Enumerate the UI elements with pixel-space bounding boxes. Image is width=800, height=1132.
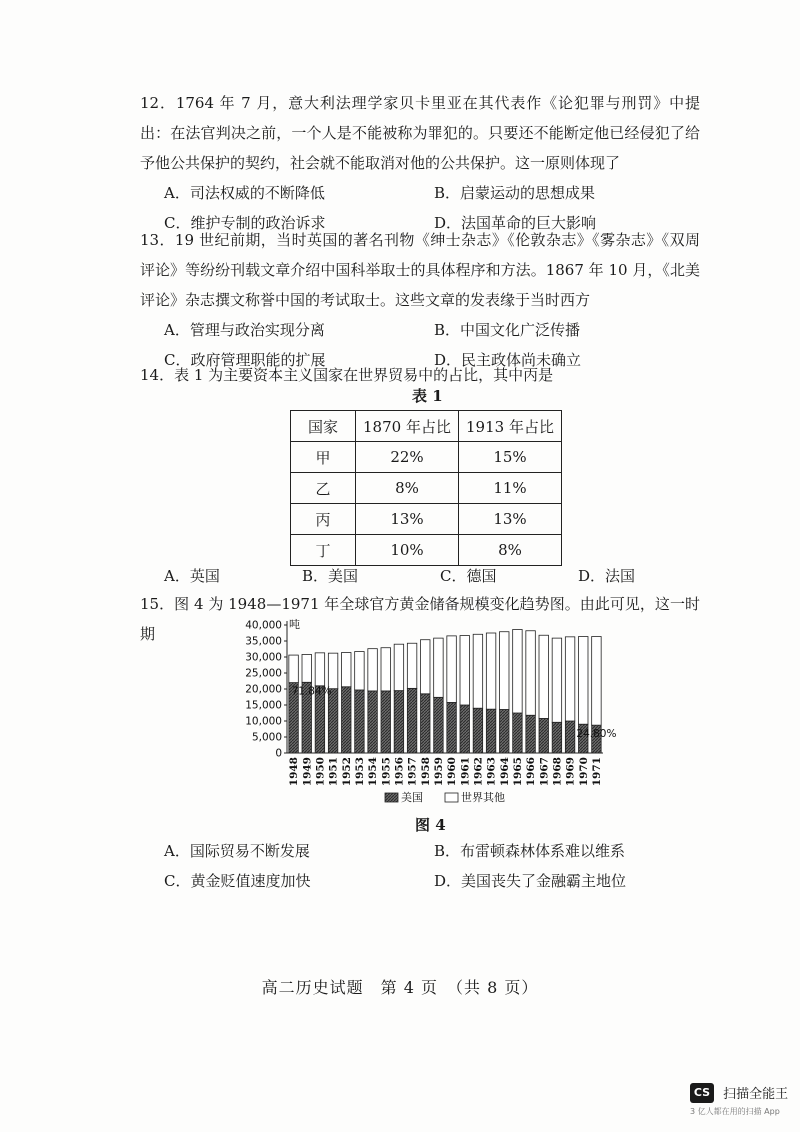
x-tick-label: 1966 bbox=[525, 757, 538, 787]
table-header: 1913 年占比 bbox=[459, 411, 562, 442]
option-c[interactable]: C．政府管理职能的扩展 bbox=[164, 351, 326, 369]
x-tick-label: 1952 bbox=[340, 757, 353, 787]
bar-us bbox=[394, 691, 403, 753]
legend-swatch bbox=[385, 793, 398, 802]
bar-us bbox=[355, 690, 364, 753]
legend-swatch bbox=[445, 793, 458, 802]
bar-rest-of-world bbox=[565, 637, 574, 721]
option-d[interactable]: D．法国革命的巨大影响 bbox=[434, 214, 597, 232]
x-tick-label: 1964 bbox=[498, 757, 511, 787]
table-row bbox=[291, 442, 562, 473]
page-footer: 高二历史试题 第 4 页 （共 8 页） bbox=[261, 978, 539, 997]
bar-rest-of-world bbox=[315, 653, 324, 686]
option-c[interactable]: C．黄金贬值速度加快 bbox=[164, 872, 311, 890]
option-b[interactable]: B．启蒙运动的思想成果 bbox=[434, 184, 596, 202]
y-axis-unit: 吨 bbox=[289, 618, 300, 631]
bar-us bbox=[513, 713, 522, 753]
bar-us bbox=[368, 691, 377, 753]
bar-us bbox=[342, 687, 351, 753]
bar-us bbox=[526, 715, 535, 753]
bar-rest-of-world bbox=[421, 640, 430, 694]
table-header-row bbox=[291, 411, 562, 442]
x-tick-label: 1957 bbox=[406, 757, 419, 787]
y-tick-label: 10,000 bbox=[245, 715, 282, 728]
bar-rest-of-world bbox=[539, 635, 548, 718]
bar-rest-of-world bbox=[592, 637, 601, 726]
option-b[interactable]: B．美国 bbox=[302, 567, 359, 585]
bar-us bbox=[552, 722, 561, 753]
table-header: 国家 bbox=[291, 411, 356, 442]
bar-us bbox=[486, 709, 495, 753]
bar-rest-of-world bbox=[407, 643, 416, 688]
legend-label: 美国 bbox=[401, 791, 423, 804]
table-row bbox=[291, 473, 562, 504]
y-tick-label: 40,000 bbox=[245, 619, 282, 632]
figure-caption: 图 4 bbox=[415, 816, 446, 834]
y-tick-label: 30,000 bbox=[245, 651, 282, 664]
x-tick-label: 1968 bbox=[551, 757, 564, 787]
x-tick-label: 1962 bbox=[472, 757, 485, 787]
bar-us bbox=[381, 691, 390, 753]
table-cell: 丙 bbox=[291, 504, 356, 535]
table-cell: 13% bbox=[356, 504, 459, 535]
x-tick-label: 1970 bbox=[577, 757, 590, 787]
bar-rest-of-world bbox=[381, 648, 390, 691]
bar-rest-of-world bbox=[460, 636, 469, 705]
bar-us bbox=[421, 694, 430, 753]
question-stem: 13．19 世纪前期，当时英国的著名刊物《绅士杂志》《伦敦杂志》《雾杂志》《双周评论》等纷纷刊载文章介绍中国科举取士的具体程序和方法。1867 年 10 月，《北美评论》杂志撰文称誉中国的考试取士。这些文章的发表缘于当时西方 bbox=[140, 231, 700, 309]
table-row bbox=[291, 504, 562, 535]
table-cell: 丁 bbox=[291, 535, 356, 566]
bar-us bbox=[539, 718, 548, 753]
table-cell: 乙 bbox=[291, 473, 356, 504]
x-tick-label: 1949 bbox=[301, 757, 314, 787]
brand-name: 扫描全能王 bbox=[723, 1087, 789, 1102]
data-label: 71.84% bbox=[291, 685, 332, 698]
bar-rest-of-world bbox=[328, 653, 337, 689]
bar-rest-of-world bbox=[526, 631, 535, 715]
option-d[interactable]: D．民主政体尚未确立 bbox=[434, 351, 582, 369]
x-tick-label: 1950 bbox=[314, 757, 327, 787]
bar-rest-of-world bbox=[579, 637, 588, 725]
bar-rest-of-world bbox=[289, 655, 298, 683]
option-d[interactable]: D．法国 bbox=[578, 567, 636, 585]
bar-us bbox=[565, 721, 574, 753]
legend-label: 世界其他 bbox=[461, 791, 505, 804]
x-tick-label: 1971 bbox=[590, 757, 603, 787]
options bbox=[164, 561, 700, 591]
option-c[interactable]: C．德国 bbox=[440, 567, 497, 585]
bar-rest-of-world bbox=[434, 638, 443, 697]
bar-rest-of-world bbox=[342, 653, 351, 687]
question-15-options bbox=[140, 836, 700, 896]
bar-rest-of-world bbox=[486, 633, 495, 709]
x-tick-label: 1955 bbox=[380, 757, 393, 787]
table-cell: 13% bbox=[459, 504, 562, 535]
option-a[interactable]: A．管理与政治实现分离 bbox=[164, 321, 325, 339]
x-tick-label: 1956 bbox=[393, 757, 406, 787]
option-a[interactable]: A．司法权威的不断降低 bbox=[164, 184, 325, 202]
y-tick-label: 15,000 bbox=[245, 699, 282, 712]
bar-rest-of-world bbox=[500, 632, 509, 710]
y-tick-label: 5,000 bbox=[251, 731, 282, 744]
y-tick-label: 25,000 bbox=[245, 667, 282, 680]
bar-us bbox=[328, 689, 337, 753]
table-cell: 8% bbox=[459, 535, 562, 566]
bar-us bbox=[500, 709, 509, 753]
bar-us bbox=[447, 702, 456, 753]
table-cell: 22% bbox=[356, 442, 459, 473]
question-stem: 12．1764 年 7 月，意大利法理学家贝卡里亚在其代表作《论犯罪与刑罚》中提出：在法官判决之前，一个人是不能被称为罪犯的。只要还不能断定他已经侵犯了给予他公共保护的契约，社会就不能取消对他的公共保护。这一原则体现了 bbox=[140, 94, 700, 172]
x-tick-label: 1969 bbox=[564, 757, 577, 787]
bar-rest-of-world bbox=[552, 638, 561, 722]
bar-rest-of-world bbox=[473, 634, 482, 708]
table-cell: 15% bbox=[459, 442, 562, 473]
data-label: 24.80% bbox=[576, 728, 617, 741]
table-header: 1870 年占比 bbox=[356, 411, 459, 442]
x-tick-label: 1951 bbox=[327, 757, 340, 787]
question-12 bbox=[140, 88, 700, 238]
bar-us bbox=[473, 708, 482, 753]
option-a[interactable]: A．国际贸易不断发展 bbox=[164, 842, 310, 860]
share-table bbox=[290, 410, 562, 566]
bar-us bbox=[460, 705, 469, 753]
x-tick-label: 1963 bbox=[485, 757, 498, 787]
table-cell: 8% bbox=[356, 473, 459, 504]
gold-reserve-chart bbox=[235, 615, 625, 815]
table-cell: 11% bbox=[459, 473, 562, 504]
x-tick-label: 1965 bbox=[511, 757, 524, 787]
camscanner-logo-icon: CS bbox=[690, 1083, 714, 1103]
question-14-options bbox=[140, 561, 700, 591]
question-stem: 14．表 1 为主要资本主义国家在世界贸易中的占比，其中丙是 bbox=[140, 366, 554, 384]
option-c[interactable]: C．维护专制的政治诉求 bbox=[164, 214, 326, 232]
y-tick-label: 0 bbox=[275, 747, 282, 760]
scanner-watermark bbox=[690, 1082, 788, 1117]
option-b[interactable]: B．中国文化广泛传播 bbox=[434, 321, 581, 339]
x-tick-label: 1953 bbox=[353, 757, 366, 787]
x-tick-label: 1954 bbox=[367, 757, 380, 787]
table-caption: 表 1 bbox=[412, 387, 443, 405]
bar-rest-of-world bbox=[394, 644, 403, 690]
option-d[interactable]: D．美国丧失了金融霸主地位 bbox=[434, 872, 627, 890]
x-tick-label: 1959 bbox=[432, 757, 445, 787]
option-a[interactable]: A．英国 bbox=[164, 567, 220, 585]
x-tick-label: 1960 bbox=[446, 757, 459, 787]
bar-us bbox=[407, 688, 416, 753]
x-tick-label: 1961 bbox=[459, 757, 472, 787]
table-cell: 10% bbox=[356, 535, 459, 566]
bar-rest-of-world bbox=[355, 652, 364, 690]
question-stem: 15．图 4 为 1948—1971 年全球官方黄金储备规模变化趋势图。由此可见，这一时期 bbox=[140, 595, 700, 643]
bar-rest-of-world bbox=[368, 649, 377, 691]
y-tick-label: 35,000 bbox=[245, 635, 282, 648]
x-tick-label: 1948 bbox=[288, 757, 301, 787]
x-tick-label: 1958 bbox=[419, 757, 432, 787]
bar-rest-of-world bbox=[447, 636, 456, 703]
options bbox=[164, 836, 700, 896]
brand-tagline: 3 亿人都在用的扫描 App bbox=[690, 1106, 780, 1116]
bar-rest-of-world bbox=[513, 629, 522, 713]
table-cell: 甲 bbox=[291, 442, 356, 473]
y-tick-label: 20,000 bbox=[245, 683, 282, 696]
bar-us bbox=[434, 697, 443, 753]
question-13 bbox=[140, 225, 700, 375]
option-b[interactable]: B．布雷顿森林体系难以维系 bbox=[434, 842, 626, 860]
x-tick-label: 1967 bbox=[538, 757, 551, 787]
bar-rest-of-world bbox=[302, 654, 311, 682]
